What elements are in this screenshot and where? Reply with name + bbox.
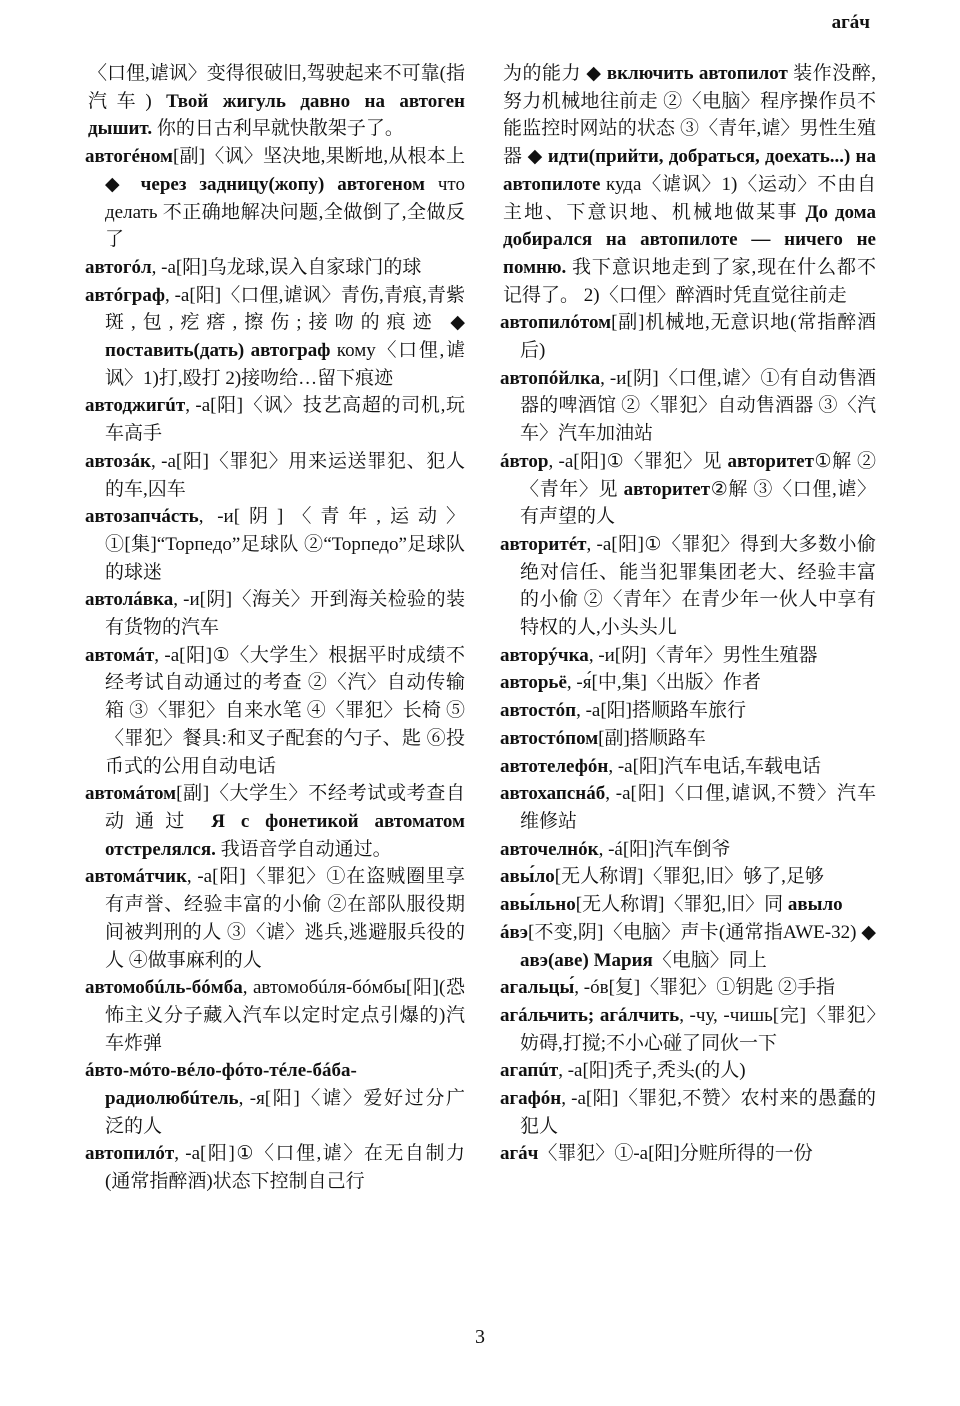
dictionary-entry <box>500 1140 876 1168</box>
dictionary-entry <box>500 669 876 697</box>
headword: авторьё <box>500 672 567 694</box>
entry-continuation <box>85 60 465 143</box>
definition-text: [无人称谓]〈罪犯,旧〉够了,足够 <box>554 866 824 888</box>
headword: авы́льно <box>500 894 576 916</box>
definition-text: , -а[阳]〈罪犯〉①在盗贼圈里享有声誉、经验丰富的小偷 ②在部队服役期间被判刑的人 ③〈谑〉逃兵,逃避服兵役的人 ④做事麻利的人 <box>105 866 465 971</box>
headword: автостóп <box>500 700 577 722</box>
definition-text: , -óв[复]〈罪犯〉①钥匙 ②手指 <box>574 977 836 999</box>
dictionary-entry <box>85 143 465 254</box>
left-column <box>85 60 465 1196</box>
definition-text: 我语音学自动通过。 <box>215 838 392 860</box>
definition-text: [副]〈大学生〉不经考试或考查自动通过 <box>105 783 465 832</box>
dictionary-entry <box>85 780 465 863</box>
definition-text: , -а[阳]①〈罪犯〉见 <box>548 450 728 472</box>
definition-text: 〈电脑〉同上 <box>652 949 767 971</box>
headword: автохапснáб <box>500 783 606 805</box>
bold-phrase: Я с фонетикой автоматом отстрелялся. <box>105 810 465 860</box>
definition-text: куда〈谑讽〉1)〈运动〉不由自主地、下意识地、机械地做某事 <box>503 173 876 223</box>
headword: автомáтчик <box>85 866 187 888</box>
dictionary-entry <box>85 392 465 447</box>
headword: авторитéт <box>500 533 587 555</box>
headword: агáч <box>500 1143 539 1165</box>
dictionary-entry <box>500 1057 876 1085</box>
headword: автопилóт <box>85 1143 175 1165</box>
definition-text: 〈罪犯〉①-а[阳]分赃所得的一份 <box>538 1143 813 1165</box>
headword: автомáтом <box>85 783 177 805</box>
definition-text: [不变,阴]〈电脑〉声卡(通常指AWE-32) ◆ <box>527 921 876 943</box>
running-head: агáч <box>831 12 870 33</box>
dictionary-entry <box>85 974 465 1057</box>
definition-text: , -а[阳]〈口俚,谑讽,不赞〉汽车维修站 <box>520 783 876 832</box>
entry-continuation <box>500 60 876 309</box>
dictionary-entry <box>500 309 876 364</box>
headword: áвто-мóто-вéло-фóто-тéле-бáба-радиолюбúтель <box>85 1060 357 1110</box>
headword: автостóпом <box>500 727 599 749</box>
headword: агафóн <box>500 1088 562 1110</box>
definition-text: , -а[阳]①〈大学生〉根据平时成绩不经考试自动通过的考查 ②〈汽〉自动传输箱 ③〈罪犯〉自来水笔 ④〈罪犯〉长椅 ⑤〈罪犯〉餐具:和叉子配套的勺子、匙 ⑥投币式的公用自动电话 <box>105 644 465 777</box>
bold-phrase: идти(прийти, добраться, доехать...) на автопилоте <box>503 146 876 195</box>
definition-text: , -á[阳]汽车倒爷 <box>598 838 731 860</box>
definition-text: , -а[阳]〈讽〉技艺高超的司机,玩车高手 <box>105 395 465 445</box>
headword: авы́ло <box>500 866 555 888</box>
definition-text: кому〈口俚,谑讽〉1)打,殴打 2)接吻给…留下痕迹 <box>105 340 465 389</box>
right-column <box>500 60 876 1168</box>
definition-text: , -чу, -чишь[完]〈罪犯〉妨碍,打搅;不小心碰了同伙一下 <box>520 1004 877 1054</box>
definition-text: , -а[阳]乌龙球,误入自家球门的球 <box>151 256 422 278</box>
headword: автолáвка <box>85 589 174 611</box>
definition-text: ①解 ②〈青年〉见 <box>520 450 876 500</box>
dictionary-entry <box>85 586 465 641</box>
headword: автотелефóн <box>500 755 609 777</box>
dictionary-entry <box>500 1085 876 1140</box>
definition-text: 为的能力 ◆ <box>503 63 607 84</box>
bold-phrase: авыло <box>787 894 843 916</box>
definition-text: 〈口俚,谑讽〉变得很破旧,驾驶起来不可靠(指汽车) <box>88 63 465 112</box>
definition-text: , автомобúля-бóмбы[阳](恐怖主义分子藏入汽车以定时定点引爆的)汽车炸弹 <box>105 977 465 1054</box>
definition-text: , -а[阳]秃子,秃头(的人) <box>558 1060 746 1082</box>
dictionary-entry <box>85 254 465 282</box>
headword: агальцы́ <box>500 977 575 999</box>
headword: автопóйлка <box>500 367 601 389</box>
dictionary-entry <box>500 863 876 891</box>
bold-phrase: включить автопилот <box>606 63 788 84</box>
definition-text: , -а[阳]〈口俚,谑讽〉青伤,青痕,青紫斑,包,疙瘩,擦伤;接吻的痕迹 ◆ <box>105 284 465 334</box>
definition-text: , -и[阴]〈青年,运动〉①[集]“Торпедо”足球队 ②“Торпедо”足球队的球迷 <box>105 506 465 583</box>
headword: авторýчка <box>500 644 589 666</box>
dictionary-entry <box>500 753 876 781</box>
definition-text: , -а[阳]汽车电话,车载电话 <box>608 755 821 777</box>
headword: автозáк <box>85 450 151 472</box>
definition-text: , -а[阳]〈罪犯,不赞〉农村来的愚蠢的犯人 <box>520 1088 876 1137</box>
definition-text: , -а[阳]〈罪犯〉用来运送罪犯、犯人的车,囚车 <box>105 450 465 500</box>
bold-phrase: авторитет <box>623 478 711 500</box>
dictionary-entry <box>500 448 876 531</box>
definition-text: что делать 不正确地解决问题,全做倒了,全做反了 <box>105 173 465 251</box>
dictionary-entry <box>500 891 876 919</box>
headword: автогéном <box>85 146 173 168</box>
bold-phrase: До дома добирался на автопилоте — ничего не помню. <box>503 201 876 278</box>
definition-text: , -а[阳]①〈罪犯〉得到大多数小偷绝对信任、能当犯罪集团老大、经验丰富的小偷 ②〈青年〉在青少年一伙人中享有特权的人,小头头儿 <box>520 533 876 639</box>
definition-text: , -и[阴]〈海关〉开到海关检验的装有货物的汽车 <box>105 589 465 639</box>
definition-text: , -и[阴]〈青年〉男性生殖器 <box>588 644 818 666</box>
dictionary-entry <box>85 642 465 781</box>
headword: автогóл <box>85 256 152 278</box>
bold-phrase: Твой жигуль давно на автоген дышит. <box>88 90 465 140</box>
definition-text: 我下意识地走到了家,现在什么都不记得了。 2)〈口俚〉醉酒时凭直觉往前走 <box>503 256 876 306</box>
headword: автоджигúт <box>85 395 186 417</box>
headword: автомобúль-бóмба <box>85 977 243 999</box>
dictionary-entry <box>85 1140 465 1195</box>
dictionary-entry <box>500 974 876 1002</box>
definition-text: 你的日古利早就快散架子了。 <box>152 118 404 140</box>
headword: áвэ <box>500 921 528 943</box>
bold-phrase: авэ(аве) Мария <box>520 949 653 971</box>
definition-text: ②解 ③〈口俚,谑〉有声望的人 <box>520 478 876 528</box>
bold-phrase: через задницу(жопу) автогеном <box>140 173 425 195</box>
dictionary-entry <box>85 1057 465 1140</box>
headword: агáльчить; агáлчить <box>500 1004 680 1026</box>
dictionary-entry <box>85 503 465 586</box>
dictionary-entry <box>500 531 876 642</box>
headword: автóграф <box>85 284 165 306</box>
dictionary-entry <box>500 1002 876 1057</box>
dictionary-entry <box>500 919 876 974</box>
headword: автопилóтом <box>500 312 612 334</box>
page-number: 3 <box>475 1326 485 1348</box>
headword: агапúт <box>500 1060 559 1082</box>
dictionary-entry <box>500 780 876 835</box>
definition-text: 装作没醉,努力机械地往前走 ②〈电脑〉程序操作员不能监控时网站的状态 ③〈青年,谑〉男性生殖器 ◆ <box>503 63 876 168</box>
headword: автозапчáсть <box>85 506 199 528</box>
headword: автомáт <box>85 644 155 666</box>
definition-text: [副]搭顺路车 <box>598 727 706 749</box>
definition-text: [无人称谓]〈罪犯,旧〉同 <box>575 894 788 916</box>
dictionary-entry <box>500 697 876 725</box>
definition-text: , -и[阴]〈口俚,谑〉①有自动售酒器的啤酒馆 ②〈罪犯〉自动售酒器 ③〈汽车〉汽车加油站 <box>520 367 876 445</box>
bold-phrase: авторитет <box>727 450 814 472</box>
definition-text: [副]〈讽〉坚决地,果断地,从根本上 ◆ <box>105 146 465 195</box>
definition-text: , -а[阳]搭顺路车旅行 <box>576 700 747 722</box>
dictionary-entry <box>85 863 465 974</box>
dictionary-entry <box>500 725 876 753</box>
dictionary-entry <box>500 836 876 864</box>
dictionary-entry <box>85 282 465 393</box>
dictionary-entry <box>500 365 876 448</box>
definition-text: , -я[阳]〈谑〉爱好过分广泛的人 <box>105 1088 465 1137</box>
definition-text: , -а[阳]①〈口俚,谑〉在无自制力(通常指醉酒)状态下控制自己行 <box>105 1143 465 1193</box>
dictionary-entry <box>85 448 465 503</box>
headword: áвтор <box>500 450 549 472</box>
dictionary-entry <box>500 642 876 670</box>
definition-text: , -я́[中,集]〈出版〉作者 <box>566 672 761 694</box>
headword: авточелнóк <box>500 838 599 860</box>
bold-phrase: поставить(дать) автограф <box>105 340 331 362</box>
definition-text: [副]机械地,无意识地(常指醉酒后) <box>520 312 876 362</box>
